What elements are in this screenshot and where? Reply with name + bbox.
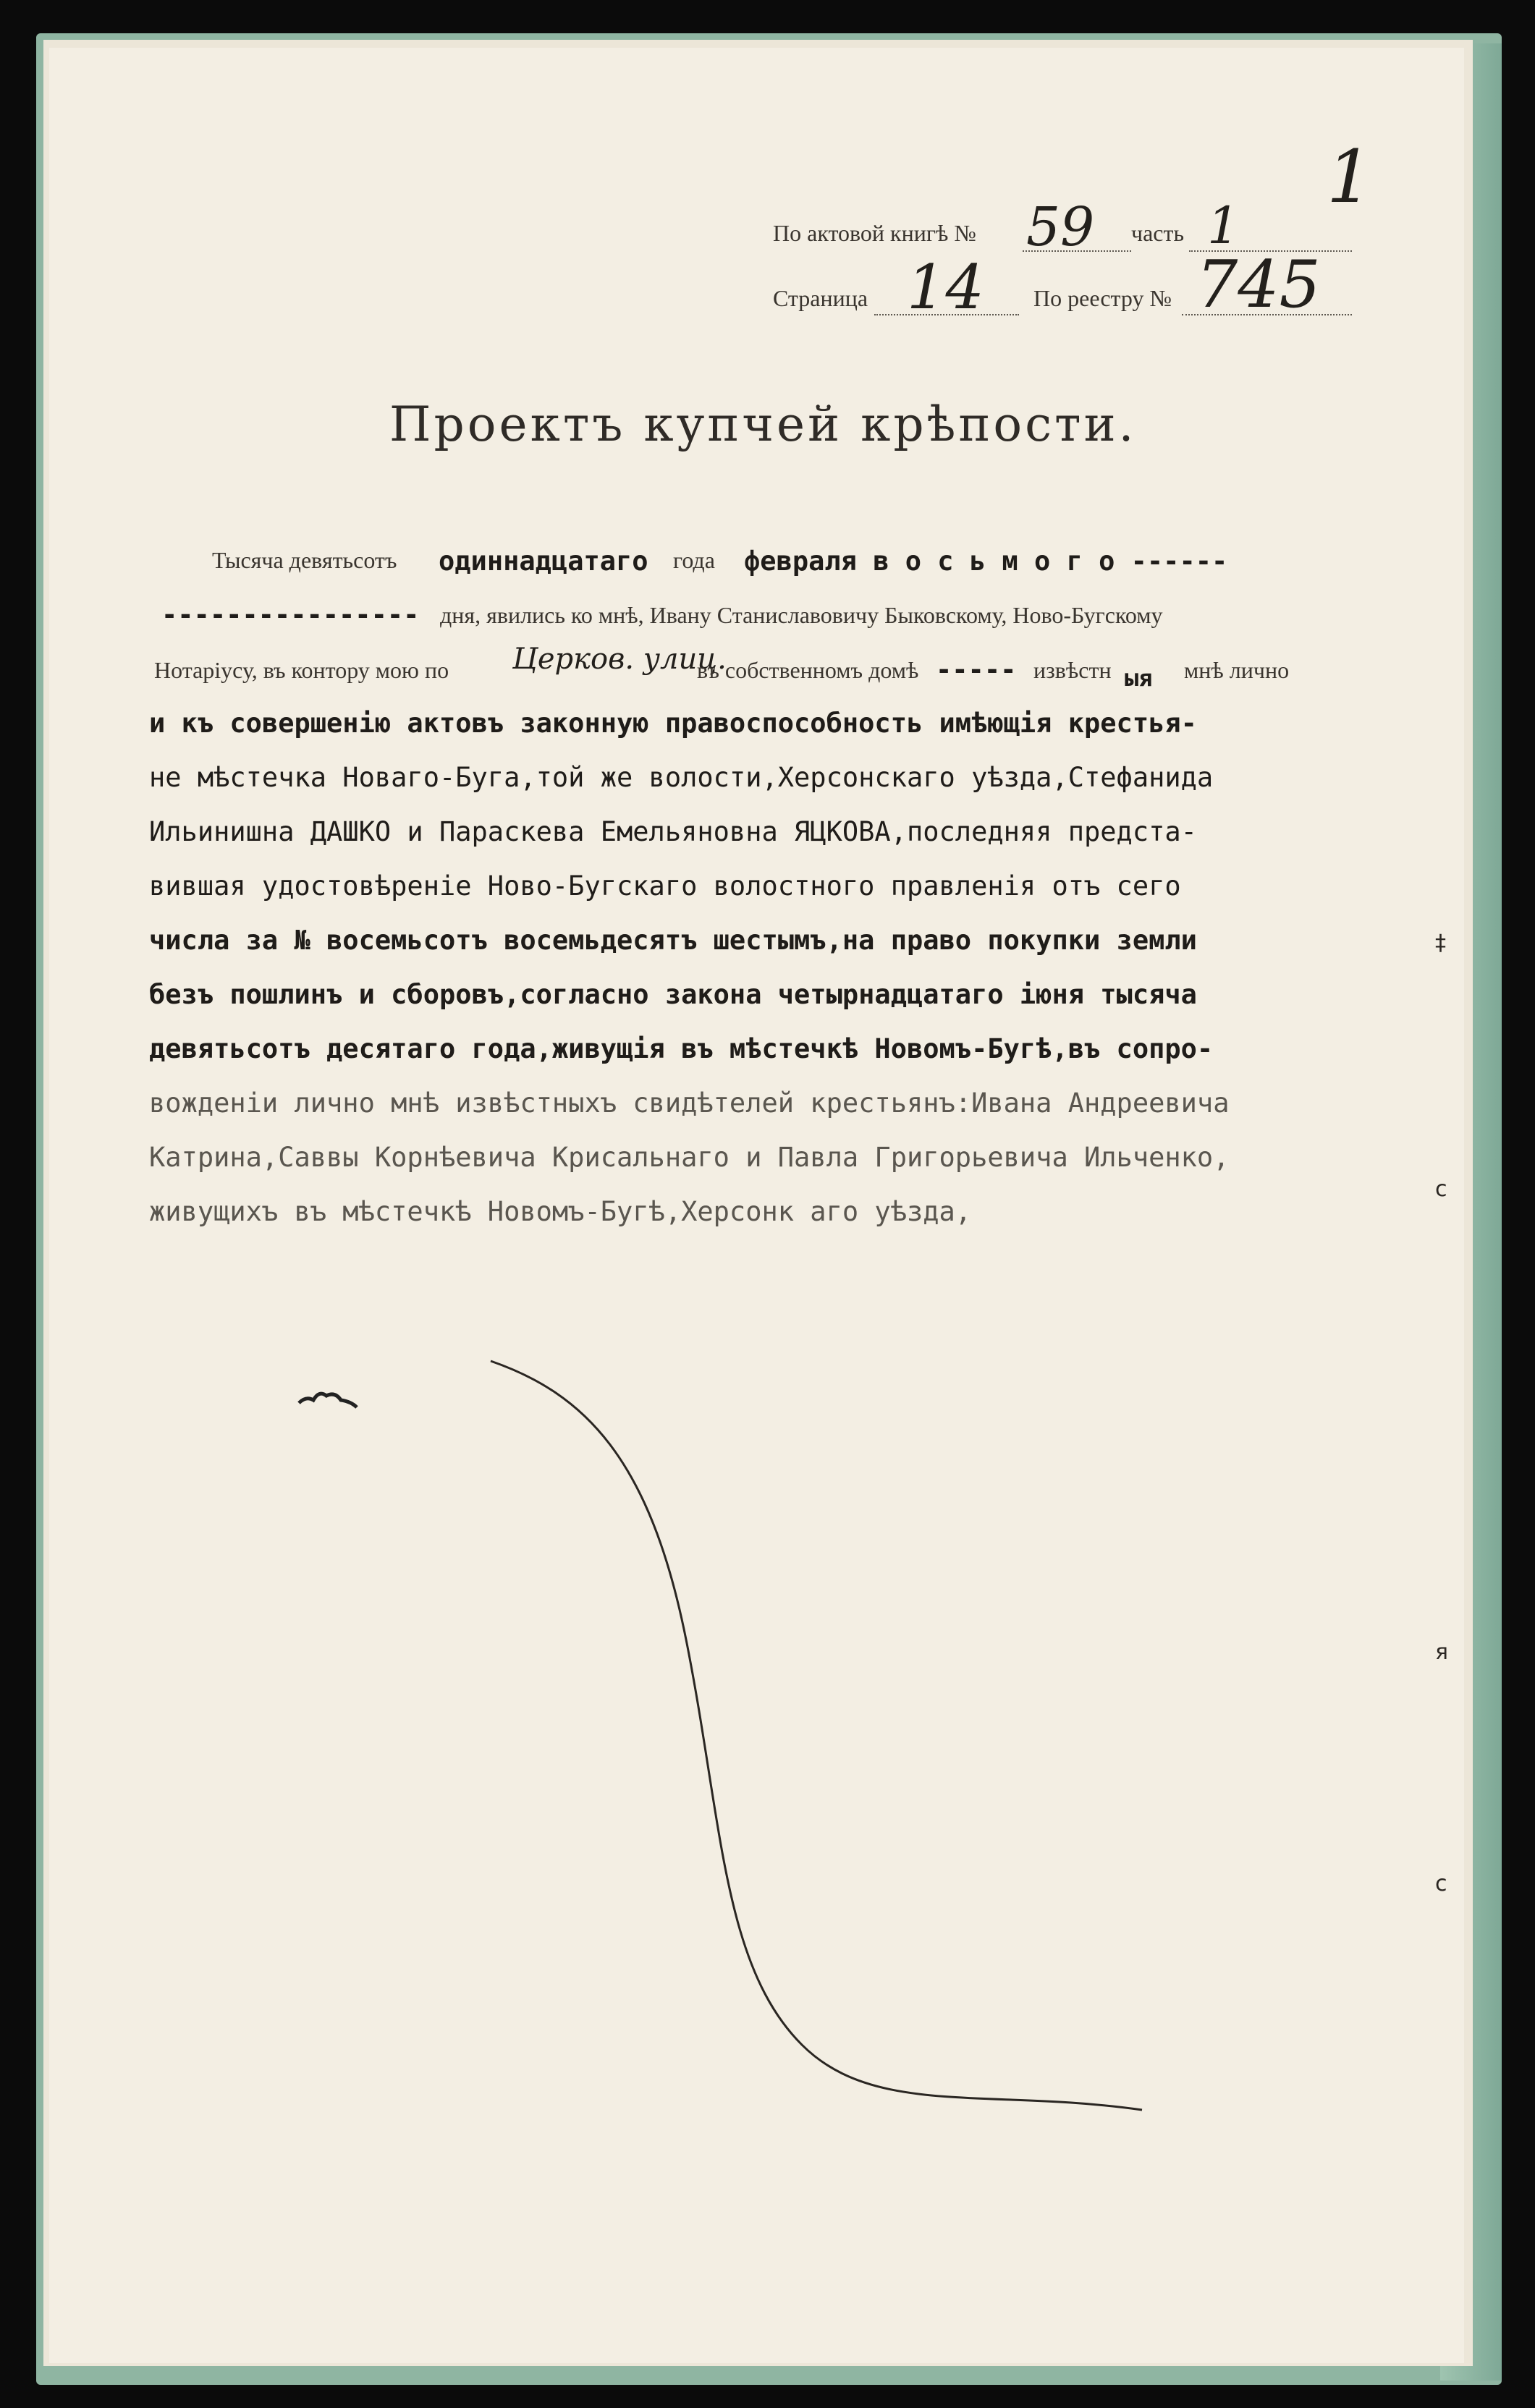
- ink-marks: [49, 48, 1464, 2363]
- body-line-11: вожденіи лично мнѣ извѣстныхъ свидѣтелей крестьянъ:Ивана Андреевича: [149, 1088, 1230, 1119]
- line-3-printed-a: Нотаріусу, въ контору мою по: [154, 657, 449, 683]
- closing-curve-line: [491, 1361, 1142, 2110]
- margin-mark: я: [1435, 1640, 1449, 1665]
- line-1-printed-a: Тысяча девятьсотъ: [212, 547, 397, 573]
- body-line-6: Ильинишна ДАШКО и Параскева Емельяновна ЯЦКОВА,последняя предста-: [149, 816, 1197, 847]
- margin-mark: с: [1435, 1871, 1447, 1896]
- line-2-printed: дня, явились ко мнѣ, Ивану Станиславовичу Быковскому, Ново-Бугскому: [440, 602, 1163, 628]
- line-3-printed-b: въ собственномъ домѣ: [697, 657, 919, 683]
- document-page: [49, 48, 1464, 2363]
- line-1-printed-b: года: [673, 547, 715, 573]
- page-number: 14: [907, 252, 984, 323]
- line-3-typed-dash: -----: [936, 654, 1017, 685]
- document-title: Проектъ купчей крѣпости.: [389, 397, 1137, 452]
- corner-page-number: 1: [1327, 135, 1373, 219]
- ink-squiggle: [299, 1394, 357, 1407]
- line-3-typed-suffix: ыя: [1125, 664, 1153, 692]
- line-3-printed-c: извѣстн: [1033, 657, 1112, 683]
- body-line-10: девятьсотъ десятаго года,живущія въ мѣстечкѣ Новомъ-Бугѣ,въ сопро-: [149, 1033, 1214, 1064]
- margin-mark: ‡: [1435, 930, 1446, 956]
- body-line-4: и къ совершенію актовъ законную правоспособность имѣющія крестья-: [149, 708, 1197, 739]
- act-book-number: 59: [1026, 196, 1095, 258]
- act-book-label: По актовой книгѣ №: [773, 220, 976, 246]
- body-line-13: живущихъ въ мѣстечкѣ Новомъ-Бугѣ,Херсонк аго уѣзда,: [149, 1196, 972, 1227]
- registry-label: По реестру №: [1033, 285, 1172, 311]
- body-line-5: не мѣстечка Новаго-Буга,той же волости,Херсонскаго уѣзда,Стефанида: [149, 762, 1214, 793]
- registry-number: 745: [1196, 247, 1321, 323]
- body-line-12: Катрина,Саввы Корнѣевича Крисальнаго и Павла Григорьевича Ильченко,: [149, 1142, 1230, 1173]
- page-label: Страница: [773, 285, 868, 311]
- line-3-handwritten-street: Церков. улиц.: [512, 643, 727, 676]
- line-1-typed-a: одиннадцатаго: [439, 546, 648, 577]
- body-line-7: вившая удостовѣреніе Ново-Бугскаго волостного правленія отъ сего: [149, 870, 1181, 902]
- margin-mark: с: [1435, 1177, 1447, 1202]
- body-line-8: числа за № восемьсотъ восемьдесятъ шестымъ,на право покупки земли: [149, 925, 1197, 956]
- line-1-typed-b: февраля в о с ь м о г о ------: [744, 546, 1228, 577]
- part-label: часть: [1131, 220, 1185, 246]
- body-line-9: безъ пошлинъ и сборовъ,согласно закона четырнадцатаго іюня тысяча: [149, 979, 1197, 1010]
- part-number: 1: [1207, 196, 1240, 255]
- line-2-typed: ----------------: [161, 599, 420, 630]
- line-3-printed-d: мнѣ лично: [1184, 657, 1290, 683]
